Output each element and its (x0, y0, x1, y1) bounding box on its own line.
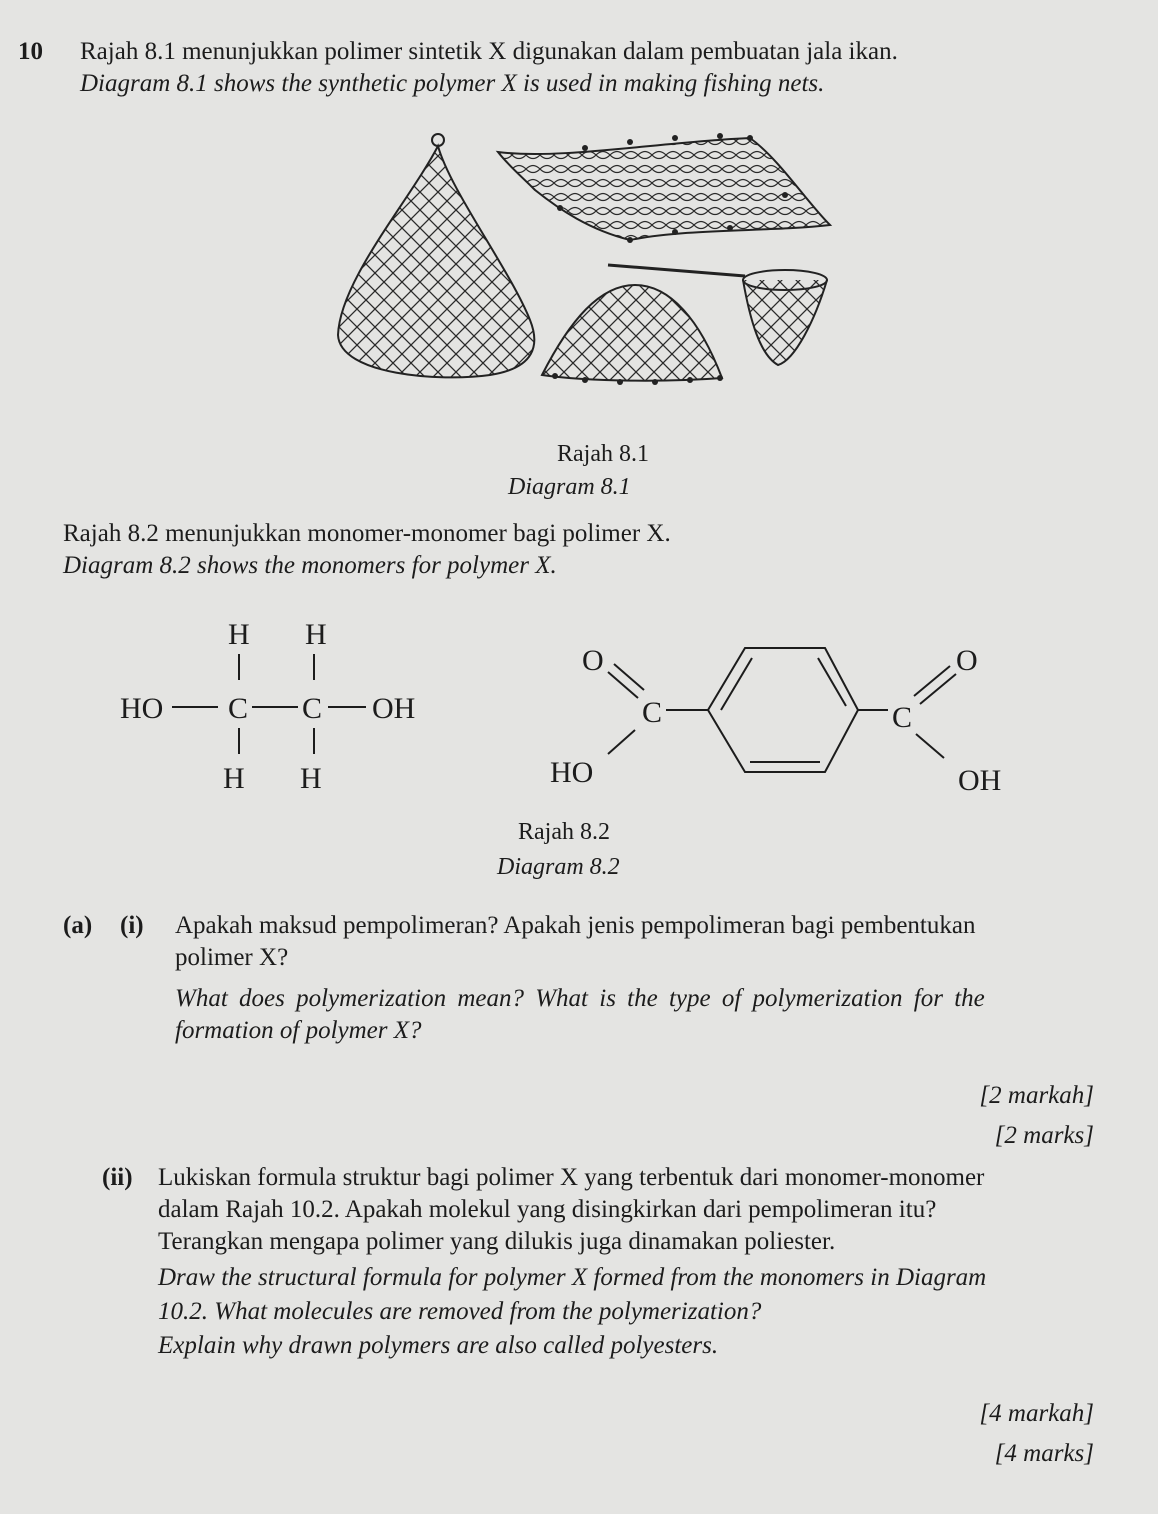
diagram-8-1-caption-english: Diagram 8.1 (508, 474, 631, 500)
monomers-intro-english: Diagram 8.2 shows the monomers for polymer X. (63, 552, 557, 579)
diagram-8-2-caption-malay: Rajah 8.2 (518, 819, 610, 845)
a-i-marks-malay (979, 1082, 1094, 1110)
a-ii-english-line3: Explain why drawn polymers are also called polyesters. (158, 1332, 719, 1359)
a-ii-malay-line2: dalam Rajah 10.2. Apakah molekul yang disingkirkan dari pempolimeran itu? (158, 1196, 937, 1223)
part-a-ii-label: (ii) (102, 1164, 133, 1191)
monomers-intro-malay: Rajah 8.2 menunjukkan monomer-monomer bagi polimer X. (63, 520, 671, 547)
part-a-label: (a) (63, 912, 93, 939)
diol-c1: C (228, 692, 249, 725)
diol-right-oh: OH (372, 692, 416, 725)
diacid-structure (540, 630, 1040, 810)
diol-left-ho: HO (120, 692, 164, 725)
a-i-english-line2: formation of polymer X? (175, 1017, 422, 1044)
dome-net (542, 285, 723, 385)
question-number: 10 (18, 38, 43, 65)
cast-net (338, 134, 534, 377)
benzene-ring (708, 648, 858, 772)
a-i-malay-line2: polimer X? (175, 944, 289, 971)
part-a-i-label: (i) (120, 912, 144, 939)
a-ii-marks-english: [4 marks] (994, 1440, 1094, 1467)
diol-top-h2: H (305, 618, 327, 651)
diol-structure (110, 610, 470, 790)
spread-net (498, 133, 830, 243)
diagram-8-2-caption-english: Diagram 8.2 (497, 854, 620, 880)
a-i-english-line1: What does polymerization mean? What is the type of polymerization for the (175, 985, 985, 1012)
a-i-malay-line1: Apakah maksud pempolimeran? Apakah jenis pempolimeran bagi pembentukan (175, 912, 976, 939)
intro-malay: Rajah 8.1 menunjukkan polimer sintetik X digunakan dalam pembuatan jala ikan. (80, 38, 898, 65)
a-ii-english-line1: Draw the structural formula for polymer X formed from the monomers in Diagram (158, 1264, 987, 1291)
diol-top-h1: H (228, 618, 250, 651)
diacid-o-left: O (582, 644, 604, 677)
a-ii-malay-line1: Lukiskan formula struktur bagi polimer X yang terbentuk dari monomer-monomer (158, 1164, 985, 1191)
diacid-o-right: O (956, 644, 978, 677)
a-i-marks-malay-text: [2 markah] (979, 1082, 1094, 1109)
a-ii-english-line2: 10.2. What molecules are removed from the polymerization? (158, 1298, 762, 1325)
a-ii-marks-malay: [4 markah] (979, 1400, 1094, 1427)
diol-bottom-h2: H (300, 762, 322, 790)
intro-english: Diagram 8.1 shows the synthetic polymer X is used in making fishing nets. (80, 70, 825, 97)
diacid-oh-right: OH (958, 764, 1002, 797)
diacid-c-right: C (892, 701, 913, 734)
diagram-8-1-caption-malay: Rajah 8.1 (557, 441, 649, 467)
diacid-ho-left: HO (550, 756, 594, 789)
diol-bottom-h1: H (223, 762, 245, 790)
diacid-c-left: C (642, 696, 663, 729)
a-i-marks-english: [2 marks] (994, 1122, 1094, 1149)
a-ii-malay-line3: Terangkan mengapa polimer yang dilukis juga dinamakan poliester. (158, 1228, 836, 1255)
diol-c2: C (302, 692, 323, 725)
fishing-nets-illustration (330, 120, 840, 390)
